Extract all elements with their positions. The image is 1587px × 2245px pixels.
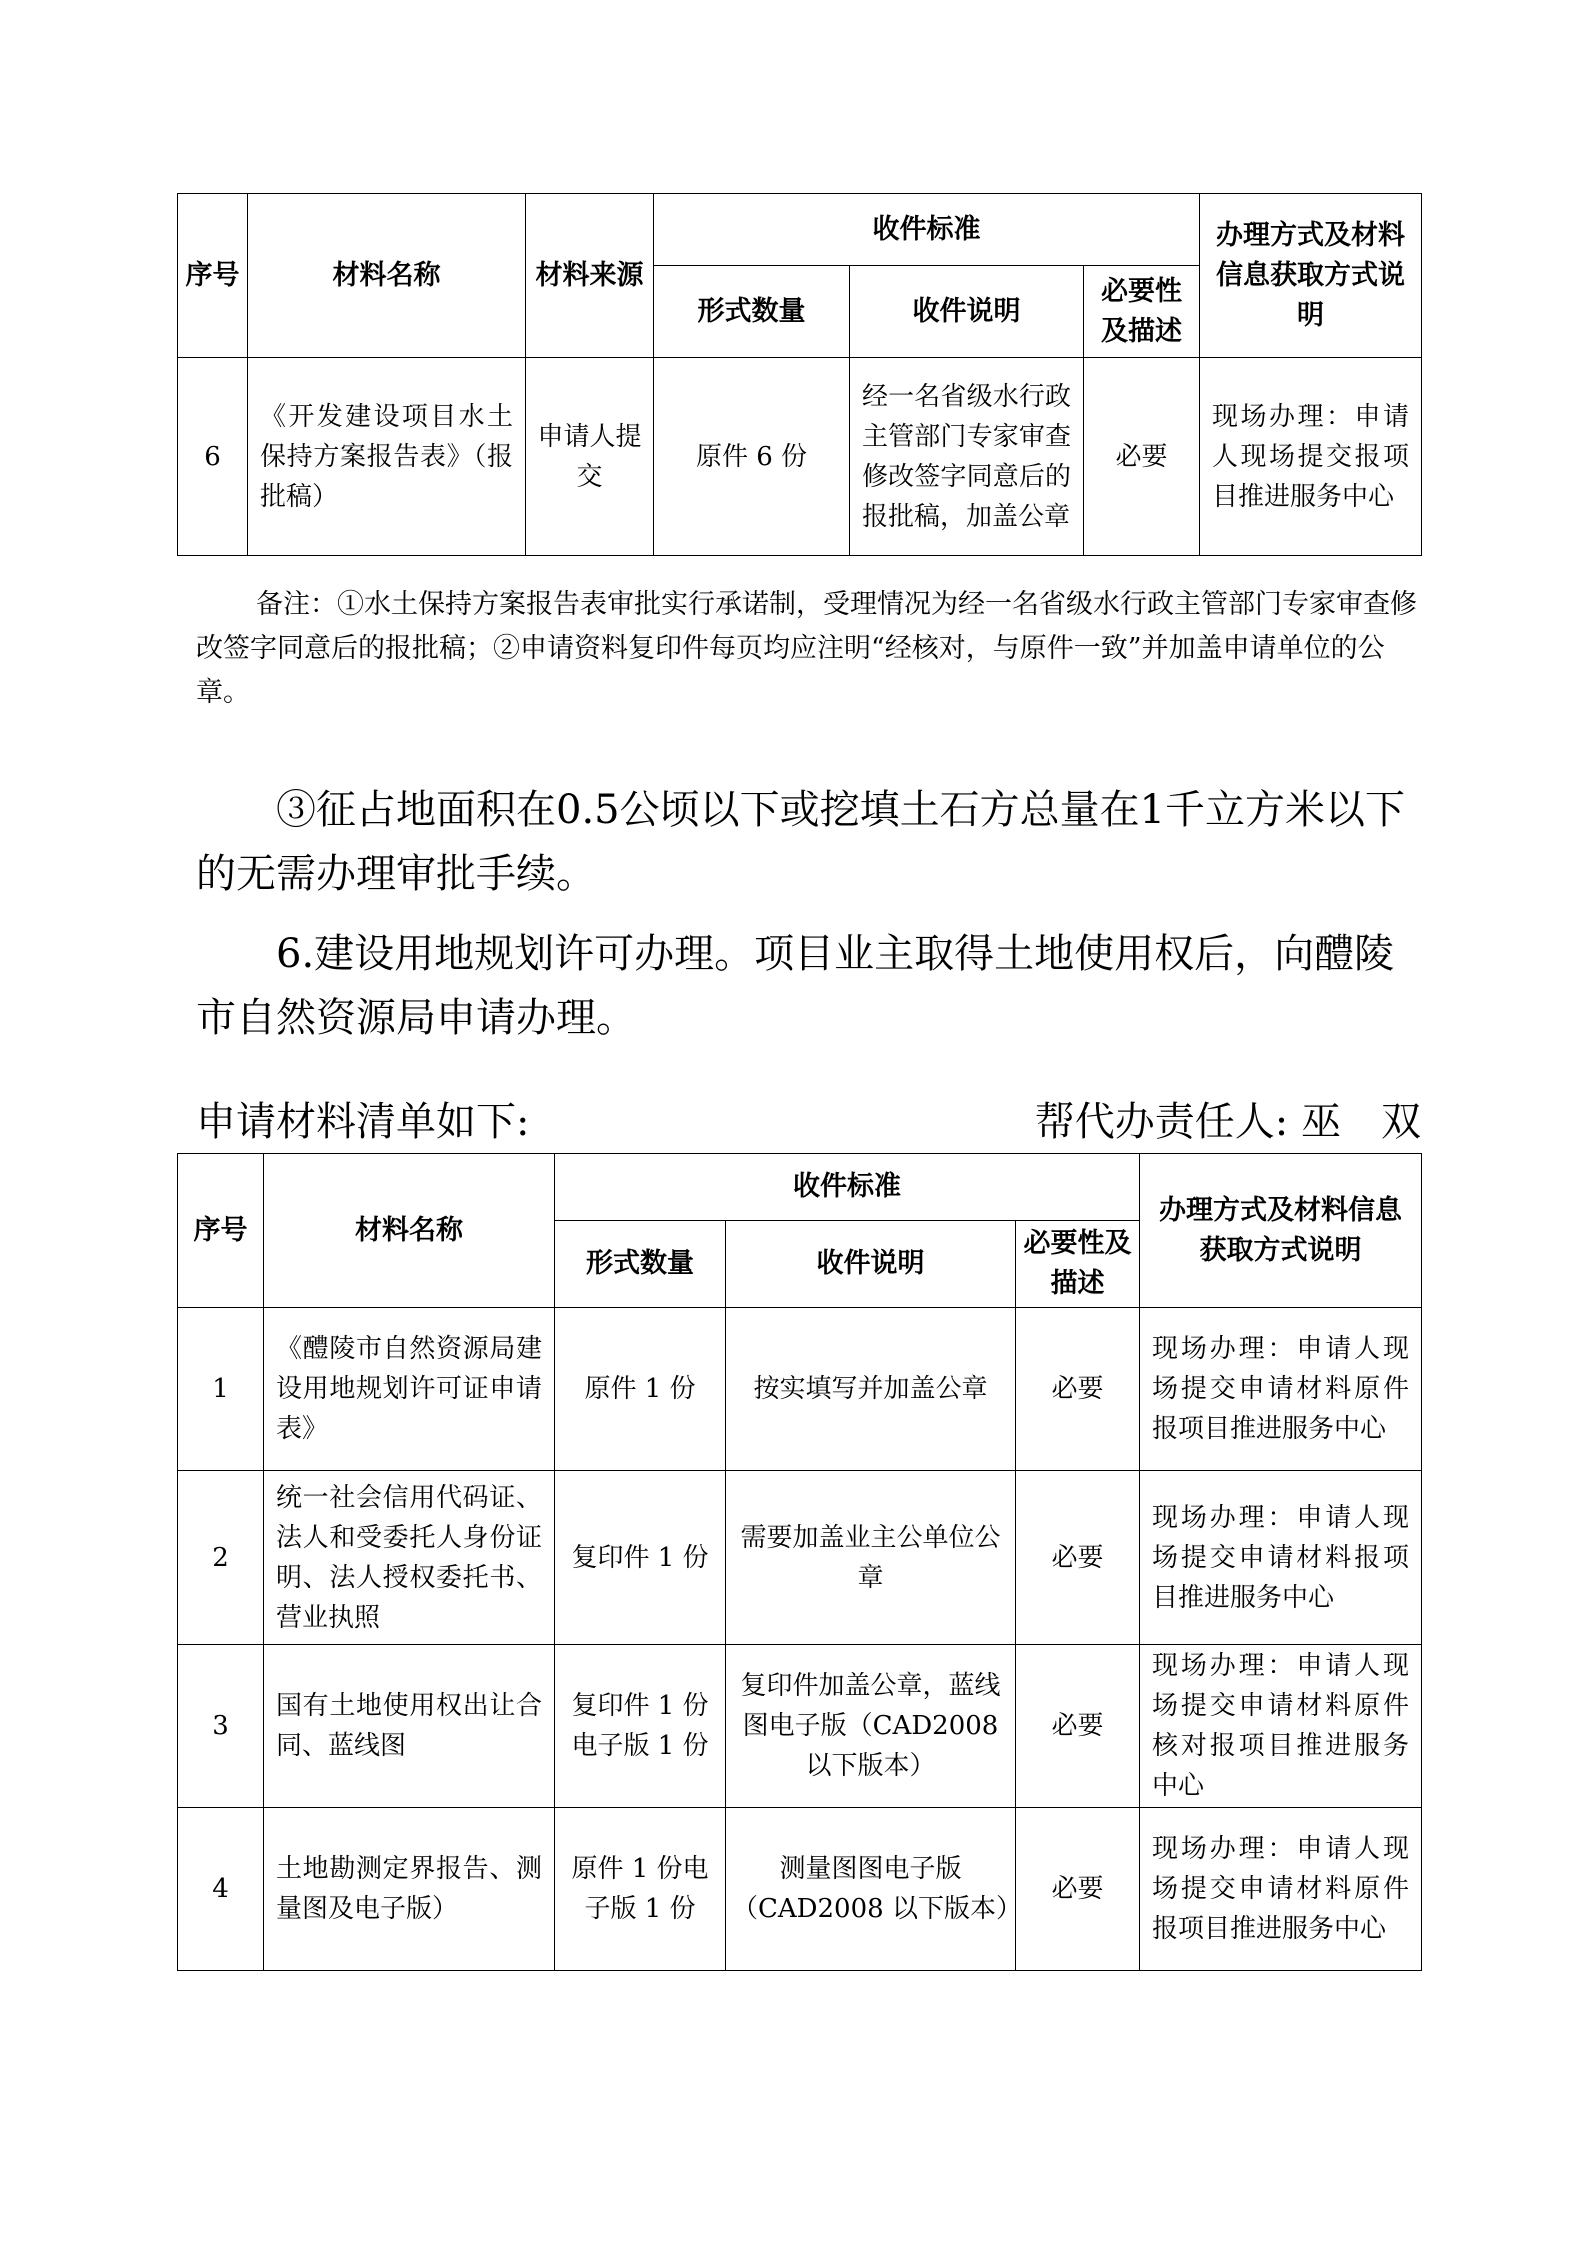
- cell-name: 《醴陵市自然资源局建设用地规划许可证申请表》: [264, 1308, 555, 1471]
- cell-name: 统一社会信用代码证、法人和受委托人身份证明、法人授权委托书、营业执照: [264, 1471, 555, 1645]
- cell-required: 必要: [1016, 1308, 1140, 1471]
- cell-seq: 2: [178, 1471, 264, 1645]
- paragraph-planning-permit: 6.建设用地规划许可办理。项目业主取得土地使用权后，向醴陵市自然资源局申请办理。: [196, 931, 1395, 1041]
- cell-required: 必要: [1084, 358, 1200, 556]
- header-method: 办理方式及材料信息获取方式说明: [1140, 1154, 1422, 1308]
- cell-form: 原件 1 份电子版 1 份: [555, 1808, 726, 1971]
- cell-desc: 按实填写并加盖公章: [726, 1308, 1016, 1471]
- table-row: [178, 1308, 1422, 1471]
- materials-table-water-soil: [177, 193, 1422, 556]
- cell-name: 土地勘测定界报告、测量图及电子版）: [264, 1808, 555, 1971]
- cell-required: 必要: [1016, 1645, 1140, 1808]
- cell-desc: 测量图图电子版（CAD2008 以下版本）: [726, 1808, 1016, 1971]
- table-row: [178, 1471, 1422, 1645]
- cell-form: 复印件 1 份 电子版 1 份: [555, 1645, 726, 1808]
- header-form: 形式数量: [654, 266, 850, 358]
- header-desc: 收件说明: [850, 266, 1084, 358]
- cell-form: 原件 1 份: [555, 1308, 726, 1471]
- cell-form: 原件 6 份: [654, 358, 850, 556]
- cell-method: 现场办理：申请人现场提交报项目推进服务中心: [1200, 358, 1422, 556]
- cell-desc: 复印件加盖公章，蓝线图电子版（CAD2008 以下版本）: [726, 1645, 1016, 1808]
- cell-required: 必要: [1016, 1808, 1140, 1971]
- table-row: [178, 1645, 1422, 1808]
- paragraph-exemption: ③征占地面积在0.5公顷以下或挖填土石方总量在1千立方米以下的无需办理审批手续。: [196, 787, 1406, 897]
- cell-method: 现场办理：申请人现场提交申请材料原件核对报项目推进服务中心: [1140, 1645, 1422, 1808]
- header-standard: 收件标准: [654, 194, 1200, 266]
- responsible-person: 帮代办责任人: 巫 双: [1034, 1099, 1421, 1145]
- header-source: 材料来源: [526, 194, 654, 358]
- cell-method: 现场办理：申请人现场提交申请材料原件报项目推进服务中心: [1140, 1308, 1422, 1471]
- cell-required: 必要: [1016, 1471, 1140, 1645]
- table-row: [178, 358, 1422, 556]
- cell-seq: 3: [178, 1645, 264, 1808]
- header-standard: 收件标准: [555, 1154, 1140, 1221]
- cell-seq: 4: [178, 1808, 264, 1971]
- materials-table-planning: [177, 1153, 1422, 1971]
- header-seq: 序号: [178, 1154, 264, 1308]
- cell-name: 《开发建设项目水土保持方案报告表》（报批稿）: [248, 358, 526, 556]
- cell-desc: 经一名省级水行政主管部门专家审查修改签字同意后的报批稿，加盖公章: [850, 358, 1084, 556]
- cell-method: 现场办理：申请人现场提交申请材料原件报项目推进服务中心: [1140, 1808, 1422, 1971]
- cell-source: 申请人提交: [526, 358, 654, 556]
- cell-form: 复印件 1 份: [555, 1471, 726, 1645]
- header-required: 必要性及描述: [1016, 1221, 1140, 1308]
- header-required: 必要性及描述: [1084, 266, 1200, 358]
- list-intro: 申请材料清单如下:: [196, 1099, 530, 1145]
- table-row: [178, 1808, 1422, 1971]
- header-seq: 序号: [178, 194, 248, 358]
- header-name: 材料名称: [264, 1154, 555, 1308]
- cell-desc: 需要加盖业主公单位公章: [726, 1471, 1016, 1645]
- header-name: 材料名称: [248, 194, 526, 358]
- cell-method: 现场办理：申请人现场提交申请材料报项目推进服务中心: [1140, 1471, 1422, 1645]
- header-form: 形式数量: [555, 1221, 726, 1308]
- cell-name: 国有土地使用权出让合同、蓝线图: [264, 1645, 555, 1808]
- header-method: 办理方式及材料信息获取方式说明: [1200, 194, 1422, 358]
- header-desc: 收件说明: [726, 1221, 1016, 1308]
- cell-seq: 6: [178, 358, 248, 556]
- remark-note: 备注：①水土保持方案报告表审批实行承诺制，受理情况为经一名省级水行政主管部门专家审查修改签字同意后的报批稿；②申请资料复印件每页均应注明“经核对，与原件一致”并加盖申请单位的公章。: [196, 589, 1417, 708]
- cell-seq: 1: [178, 1308, 264, 1471]
